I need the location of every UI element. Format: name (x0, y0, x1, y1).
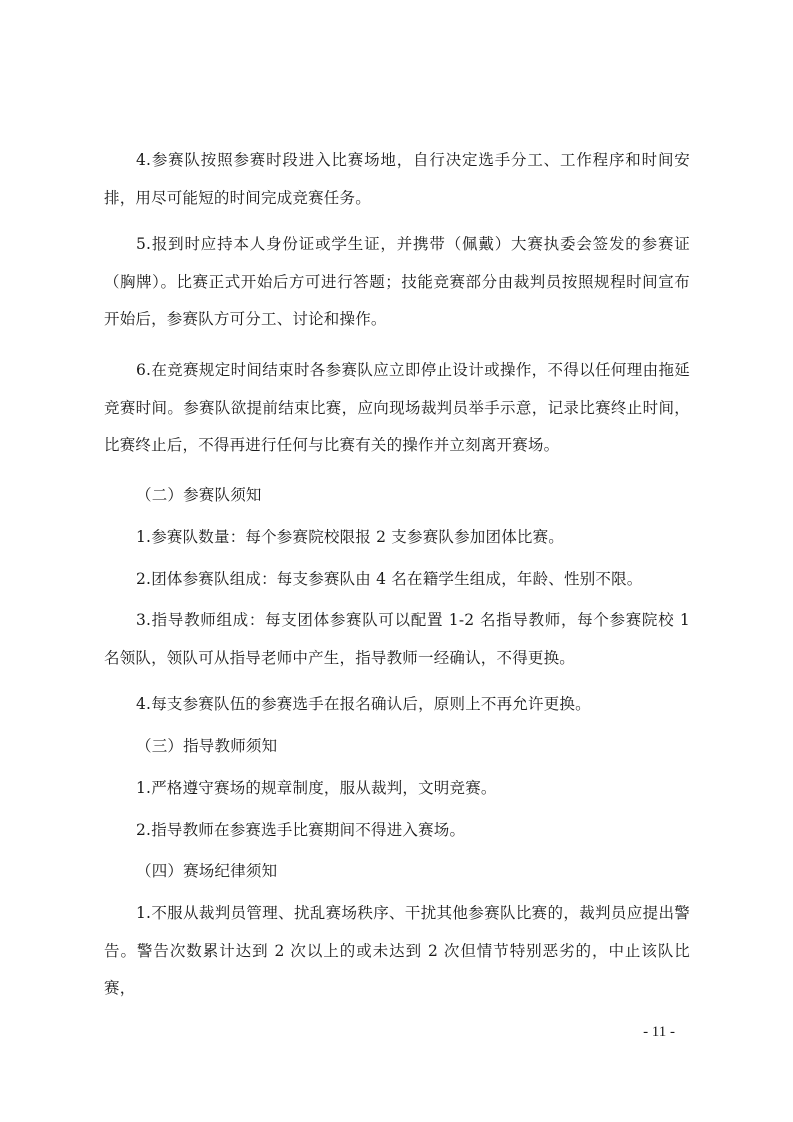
instructors-item-2: 2.指导教师在参赛选手比赛期间不得进入赛场。 (136, 821, 466, 839)
section-heading-instructors: （三）指导教师须知 (136, 737, 278, 755)
participants-item-2: 2.团体参赛队组成：每支参赛队由 4 名在籍学生组成，年龄、性别不限。 (136, 570, 643, 588)
section-heading-discipline: （四）赛场纪律须知 (136, 862, 278, 880)
paragraph-4: 4.参赛队按照参赛时段进入比赛场地，自行决定选手分工、工作程序和时间安排，用尽可能短的时间完成竞赛任务。 (104, 151, 690, 207)
instructors-item-1: 1.严格遵守赛场的规章制度，服从裁判，文明竞赛。 (136, 779, 497, 797)
page-number: - 11 - (643, 1024, 675, 1040)
participants-item-3: 3.指导教师组成：每支团体参赛队可以配置 1-2 名指导教师，每个参赛院校 1 名领队，领队可从指导老师中产生，指导教师一经确认，不得更换。 (104, 611, 690, 667)
participants-item-1: 1.参赛队数量：每个参赛院校限报 2 支参赛队参加团体比赛。 (136, 528, 565, 546)
paragraph-5: 5.报到时应持本人身份证或学生证，并携带（佩戴）大赛执委会签发的参赛证（胸牌）。比赛正式开始后方可进行答题；技能竞赛部分由裁判员按照规程时间宣布开始后，参赛队方可分工、讨论和操作。 (104, 235, 690, 328)
paragraph-6: 6.在竞赛规定时间结束时各参赛队应立即停止设计或操作，不得以任何理由拖延竞赛时间。参赛队欲提前结束比赛，应向现场裁判员举手示意，记录比赛终止时间，比赛终止后，不得再进行任何与比赛有关的操作并立刻离开赛场。 (104, 361, 690, 454)
discipline-item-1: 1.不服从裁判员管理、扰乱赛场秩序、干扰其他参赛队比赛的，裁判员应提出警告。警告次数累计达到 2 次以上的或未达到 2 次但情节特别恶劣的，中止该队比赛， (104, 904, 690, 997)
section-heading-participants: （二）参赛队须知 (136, 486, 262, 504)
participants-item-4: 4.每支参赛队伍的参赛选手在报名确认后，原则上不再允许更换。 (136, 695, 591, 713)
